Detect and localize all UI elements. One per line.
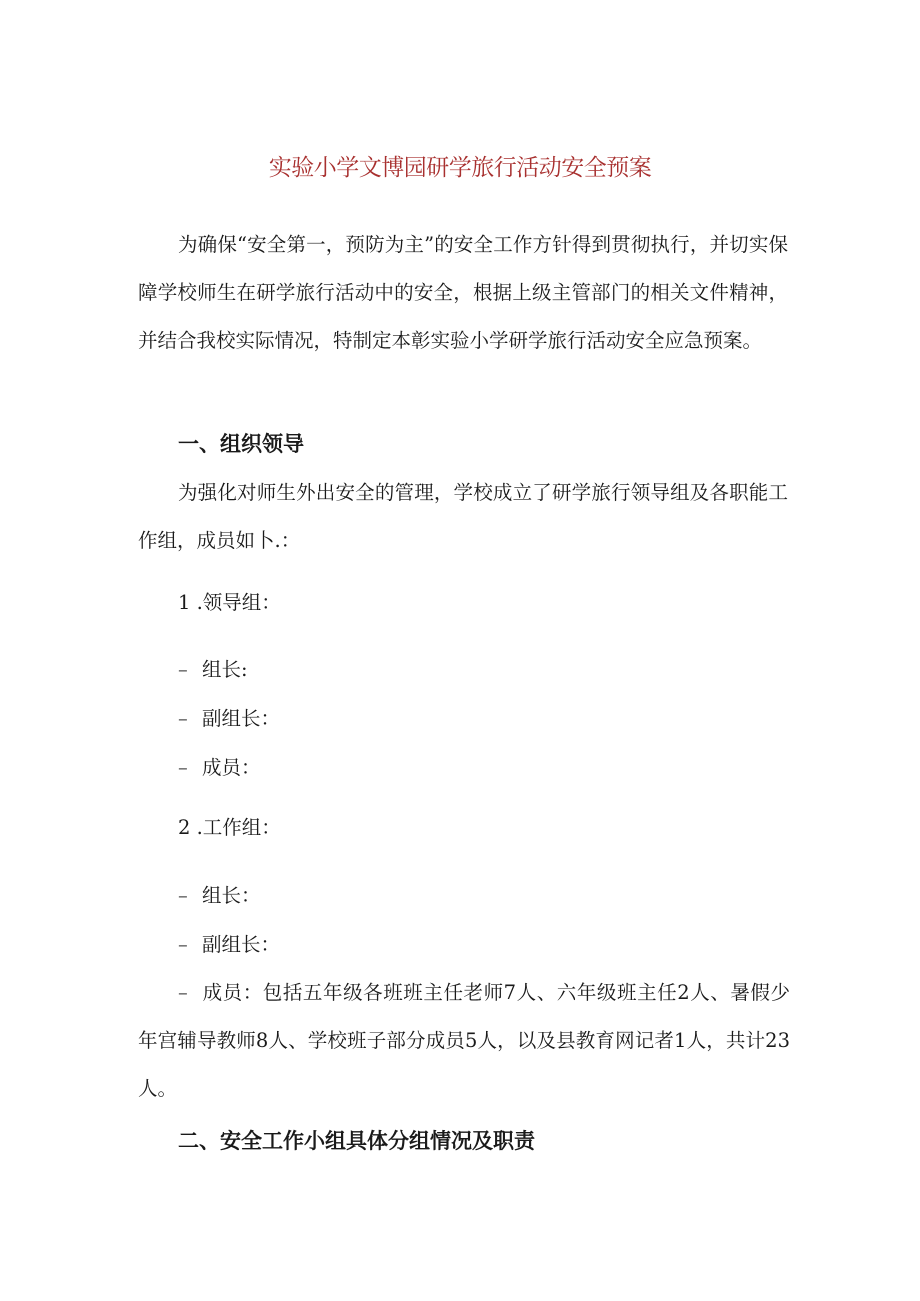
group1-label: 1 .领导组： [178,591,281,614]
list-item [178,654,248,686]
bullet-dash: – [178,884,188,907]
bullet-dash: – [178,707,188,730]
list-item-text: 组长: [202,658,248,681]
list-item [178,752,261,784]
list-item-text: 副组长： [202,933,281,956]
section1-intro-paragraph: 为强化对师生外出安全的管理，学校成立了研学旅行领导组及各职能工作组，成员如卜.： [138,481,788,552]
list-item [178,929,280,961]
intro-paragraph: 为确保“安全第一，预防为主”的安全工作方针得到贯彻执行，并切实保障学校师生在研学旅行活动中的安全，根据上级主管部门的相关文件精神，并结合我校实际情况，特制定本彰实验小学研学旅行活动安全应急预案。 [138,233,788,352]
document-title: 实验小学文博园研学旅行活动安全预案 [268,155,652,181]
group2-label: 2 .工作组： [178,816,281,839]
list-item [138,969,790,1113]
bullet-dash: – [178,658,188,681]
list-item-text: 成员： [202,756,261,779]
list-item-text: 副组长： [202,707,281,730]
bullet-dash: – [178,756,188,779]
section-heading-safety-groups: 二、安全工作小组具体分组情况及职责 [178,1129,535,1153]
list-item [178,880,261,912]
list-item [178,703,280,735]
section-heading-organization: 一、组织领导 [178,432,304,456]
bullet-dash: – [178,981,188,1004]
list-item-text: 成员：包括五年级各班班主任老师7人、六年级班主任2人、暑假少年宫辅导教师8人、学校班子部分成员5人，以及县教育网记者1人，共计23人。 [138,981,790,1100]
bullet-dash: – [178,933,188,956]
list-item-text: 组长： [202,884,261,907]
